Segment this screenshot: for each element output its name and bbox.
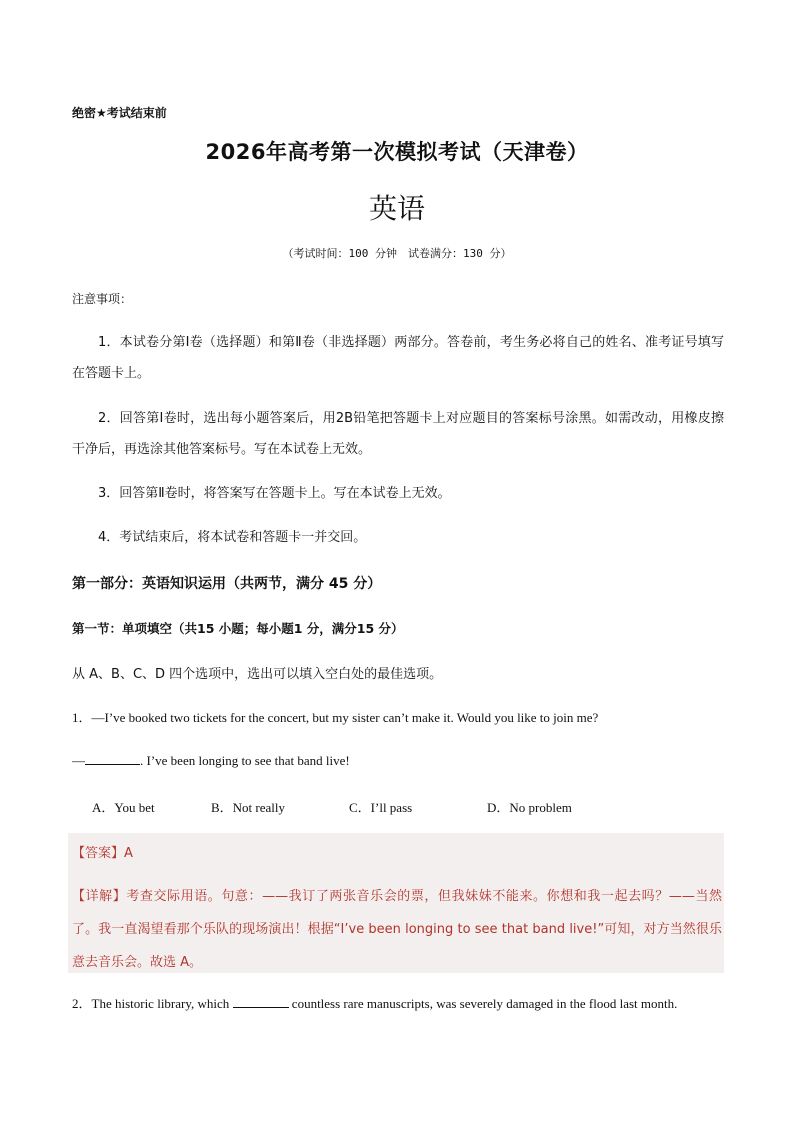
notice-item-4: 4．考试结束后，将本试卷和答题卡一并交回。 bbox=[98, 530, 367, 545]
exam-title: 2026年高考第一次模拟考试（天津卷） bbox=[205, 140, 589, 164]
part1-title: 第一部分：英语知识运用（共两节，满分 45 分） bbox=[72, 576, 382, 592]
q2-suffix: countless rare manuscripts, was severely damaged in the flood last month. bbox=[288, 996, 678, 1011]
option-b: B．Not really bbox=[211, 800, 286, 815]
answer-line bbox=[72, 842, 133, 861]
option-c: C．I’ll pass bbox=[349, 800, 413, 815]
answer-label: 【答案】 bbox=[72, 846, 125, 861]
section1-title: 第一节：单项填空（共15 小题；每小题1 分，满分15 分） bbox=[72, 621, 404, 636]
question-1-response bbox=[72, 752, 350, 769]
option-d: D．No problem bbox=[487, 800, 572, 815]
notice-item-1: 1．本试卷分第Ⅰ卷（选择题）和第Ⅱ卷（非选择题）两部分。答卷前，考生务必将自己的姓名、准考证号填写在答题卡上。 bbox=[72, 335, 724, 381]
detail-label: 【详解】 bbox=[72, 889, 127, 904]
subject-title: 英语 bbox=[368, 192, 425, 225]
question-2-stem bbox=[72, 993, 724, 1012]
q2-prefix: 2．The historic library, which bbox=[72, 996, 233, 1011]
notice-heading: 注意事项： bbox=[72, 292, 133, 306]
response-text: . I’ve been longing to see that band live! bbox=[140, 753, 350, 768]
answer-explanation bbox=[72, 880, 722, 979]
answer-blank bbox=[233, 995, 289, 1008]
answer-blank bbox=[85, 752, 140, 765]
question-1-stem: 1．—I’ve booked two tickets for the concert, but my sister can’t make it. Would you like to join me? bbox=[72, 710, 599, 725]
confidential-mark: 绝密★考试结束前 bbox=[72, 106, 167, 120]
answer-value: A bbox=[124, 846, 133, 861]
option-a: A．You bet bbox=[92, 800, 155, 815]
notice-item-2: 2．回答第Ⅰ卷时，选出每小题答案后，用2B铅笔把答题卡上对应题目的答案标号涂黑。如需改动，用橡皮擦干净后，再选涂其他答案标号。写在本试卷上无效。 bbox=[72, 411, 724, 457]
notice-item-3: 3．回答第Ⅱ卷时，将答案写在答题卡上。写在本试卷上无效。 bbox=[98, 486, 451, 501]
section-instruction: 从 A、B、C、D 四个选项中，选出可以填入空白处的最佳选项。 bbox=[72, 667, 443, 682]
exam-info: （考试时间：100 分钟 试卷满分：130 分） bbox=[282, 247, 512, 260]
detail-text: 考查交际用语。句意：——我订了两张音乐会的票，但我妹妹不能来。你想和我一起去吗？——当然了。我一直渴望看那个乐队的现场演出！根据“I’ve been longing to see that band live!”可知，对方当然很乐意去音乐会。故选 A。 bbox=[72, 889, 722, 970]
question-1-options bbox=[72, 797, 724, 815]
response-dash: — bbox=[72, 753, 85, 768]
